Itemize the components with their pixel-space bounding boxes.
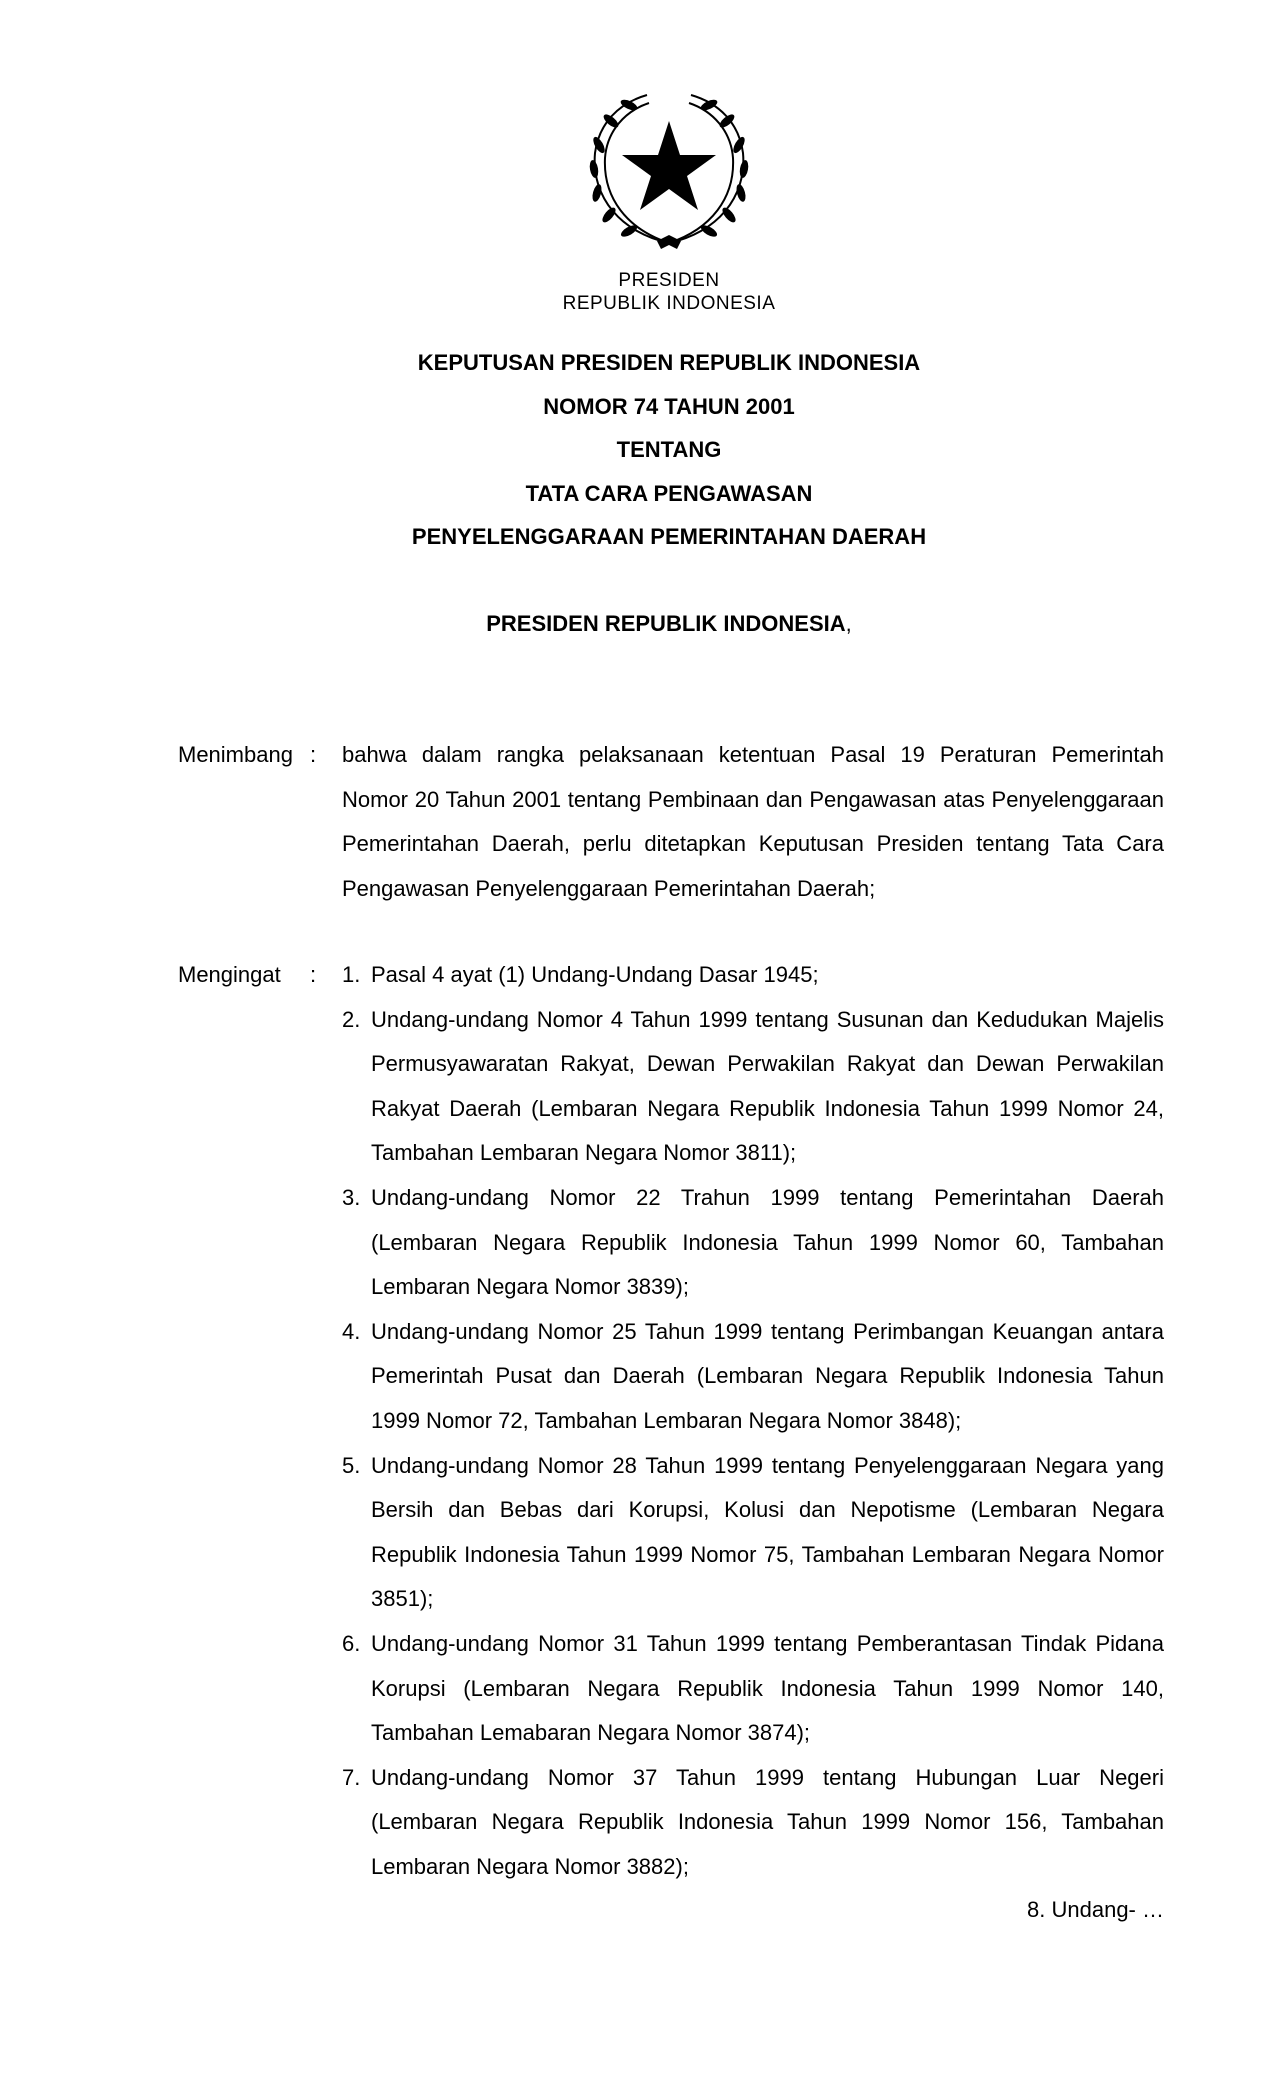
list-item-text: Undang-undang Nomor 28 Tahun 1999 tentang Penyelenggaraan Negara yang Bersih dan Bebas dari Korupsi, Kolusi dan Nepotisme (Lembaran Negara Republik Indonesia Tahun 1999 Nomor 75, Tambahan Lembaran Negara Nomor 3851); — [371, 1452, 1164, 1612]
president-heading-punct: , — [845, 611, 852, 636]
list-item-number: 5. — [342, 1452, 361, 1478]
list-item-number: 1. — [342, 962, 361, 987]
list-item-text: Pasal 4 ayat (1) Undang-Undang Dasar 1945; — [371, 962, 819, 987]
title-line-1: KEPUTUSAN PRESIDEN REPUBLIK INDONESIA — [417, 350, 921, 375]
menimbang-text: bahwa dalam rangka pelaksanaan ketentuan Pasal 19 Peraturan Pemerintah Nomor 20 Tahun 2001 tentang Pembinaan dan Pengawasan atas Penyelenggaraan Pemerintahan Daerah, perlu ditetapkan Keputusan Presiden tentang Tata Cara Pengawasan Penyelenggaraan Pemerintahan Daerah; — [342, 742, 1164, 901]
list-item-text: Undang-undang Nomor 31 Tahun 1999 tentang Pemberantasan Tindak Pidana Korupsi (Lembaran Negara Republik Indonesia Tahun 1999 Nomor 140, Tambahan Lemabaran Negara Nomor 3874); — [371, 1630, 1164, 1746]
list-item-text: Undang-undang Nomor 22 Trahun 1999 tentang Pemerintahan Daerah (Lembaran Negara Republik Indonesia Tahun 1999 Nomor 60, Tambahan Lembaran Negara Nomor 3839); — [371, 1184, 1164, 1300]
list-item — [342, 1622, 1164, 1756]
menimbang-label: Menimbang — [178, 742, 293, 767]
list-item-number: 4. — [342, 1318, 361, 1344]
title-line-5: PENYELENGGARAAN PEMERINTAHAN DAERAH — [411, 524, 927, 549]
list-item-number: 6. — [342, 1630, 361, 1656]
seal-caption-republic: REPUBLIK INDONESIA — [562, 293, 776, 314]
mengingat-label: Mengingat — [178, 962, 281, 987]
title-line-4: TATA CARA PENGAWASAN — [525, 480, 813, 506]
list-item-text: Undang-undang Nomor 25 Tahun 1999 tentang Perimbangan Keuangan antara Pemerintah Pusat dan Daerah (Lembaran Negara Republik Indonesia Tahun 1999 Nomor 72, Tambahan Lembaran Negara Nomor 3848); — [371, 1318, 1164, 1433]
list-item-text: Undang-undang Nomor 37 Tahun 1999 tentang Hubungan Luar Negeri (Lembaran Negara Republik Indonesia Tahun 1999 Nomor 156, Tambahan Lembaran Negara Nomor 3882); — [371, 1764, 1164, 1879]
list-item — [342, 998, 1164, 1176]
decree-title — [0, 341, 1275, 559]
page-catchword: 8. Undang- … — [1027, 1897, 1164, 1922]
menimbang-colon: : — [310, 742, 317, 767]
list-item-text: Undang-undang Nomor 4 Tahun 1999 tentang Susunan dan Kedudukan Majelis Permusyawaratan Rakyat, Dewan Perwakilan Rakyat dan Dewan Perwakilan Rakyat Daerah (Lembaran Negara Republik Indonesia Tahun 1999 Nomor 24, Tambahan Lembaran Negara Nomor 3811); — [371, 1006, 1164, 1166]
president-heading-text: PRESIDEN REPUBLIK INDONESIA — [486, 611, 846, 636]
list-item — [342, 953, 1164, 998]
seal-caption-president: PRESIDEN — [618, 270, 720, 291]
mengingat-list — [342, 953, 1164, 1889]
list-item — [342, 1444, 1164, 1622]
list-item-number: 2. — [342, 1006, 361, 1032]
president-heading — [0, 604, 1275, 644]
title-line-2: NOMOR 74 TAHUN 2001 — [543, 393, 795, 419]
list-item — [342, 1756, 1164, 1890]
list-item — [342, 1310, 1164, 1444]
list-item-number: 7. — [342, 1764, 361, 1790]
mengingat-colon: : — [310, 962, 317, 987]
presidential-emblem-icon — [577, 83, 761, 255]
list-item — [342, 1176, 1164, 1310]
list-item-number: 3. — [342, 1184, 361, 1210]
title-line-3: TENTANG — [616, 437, 722, 462]
